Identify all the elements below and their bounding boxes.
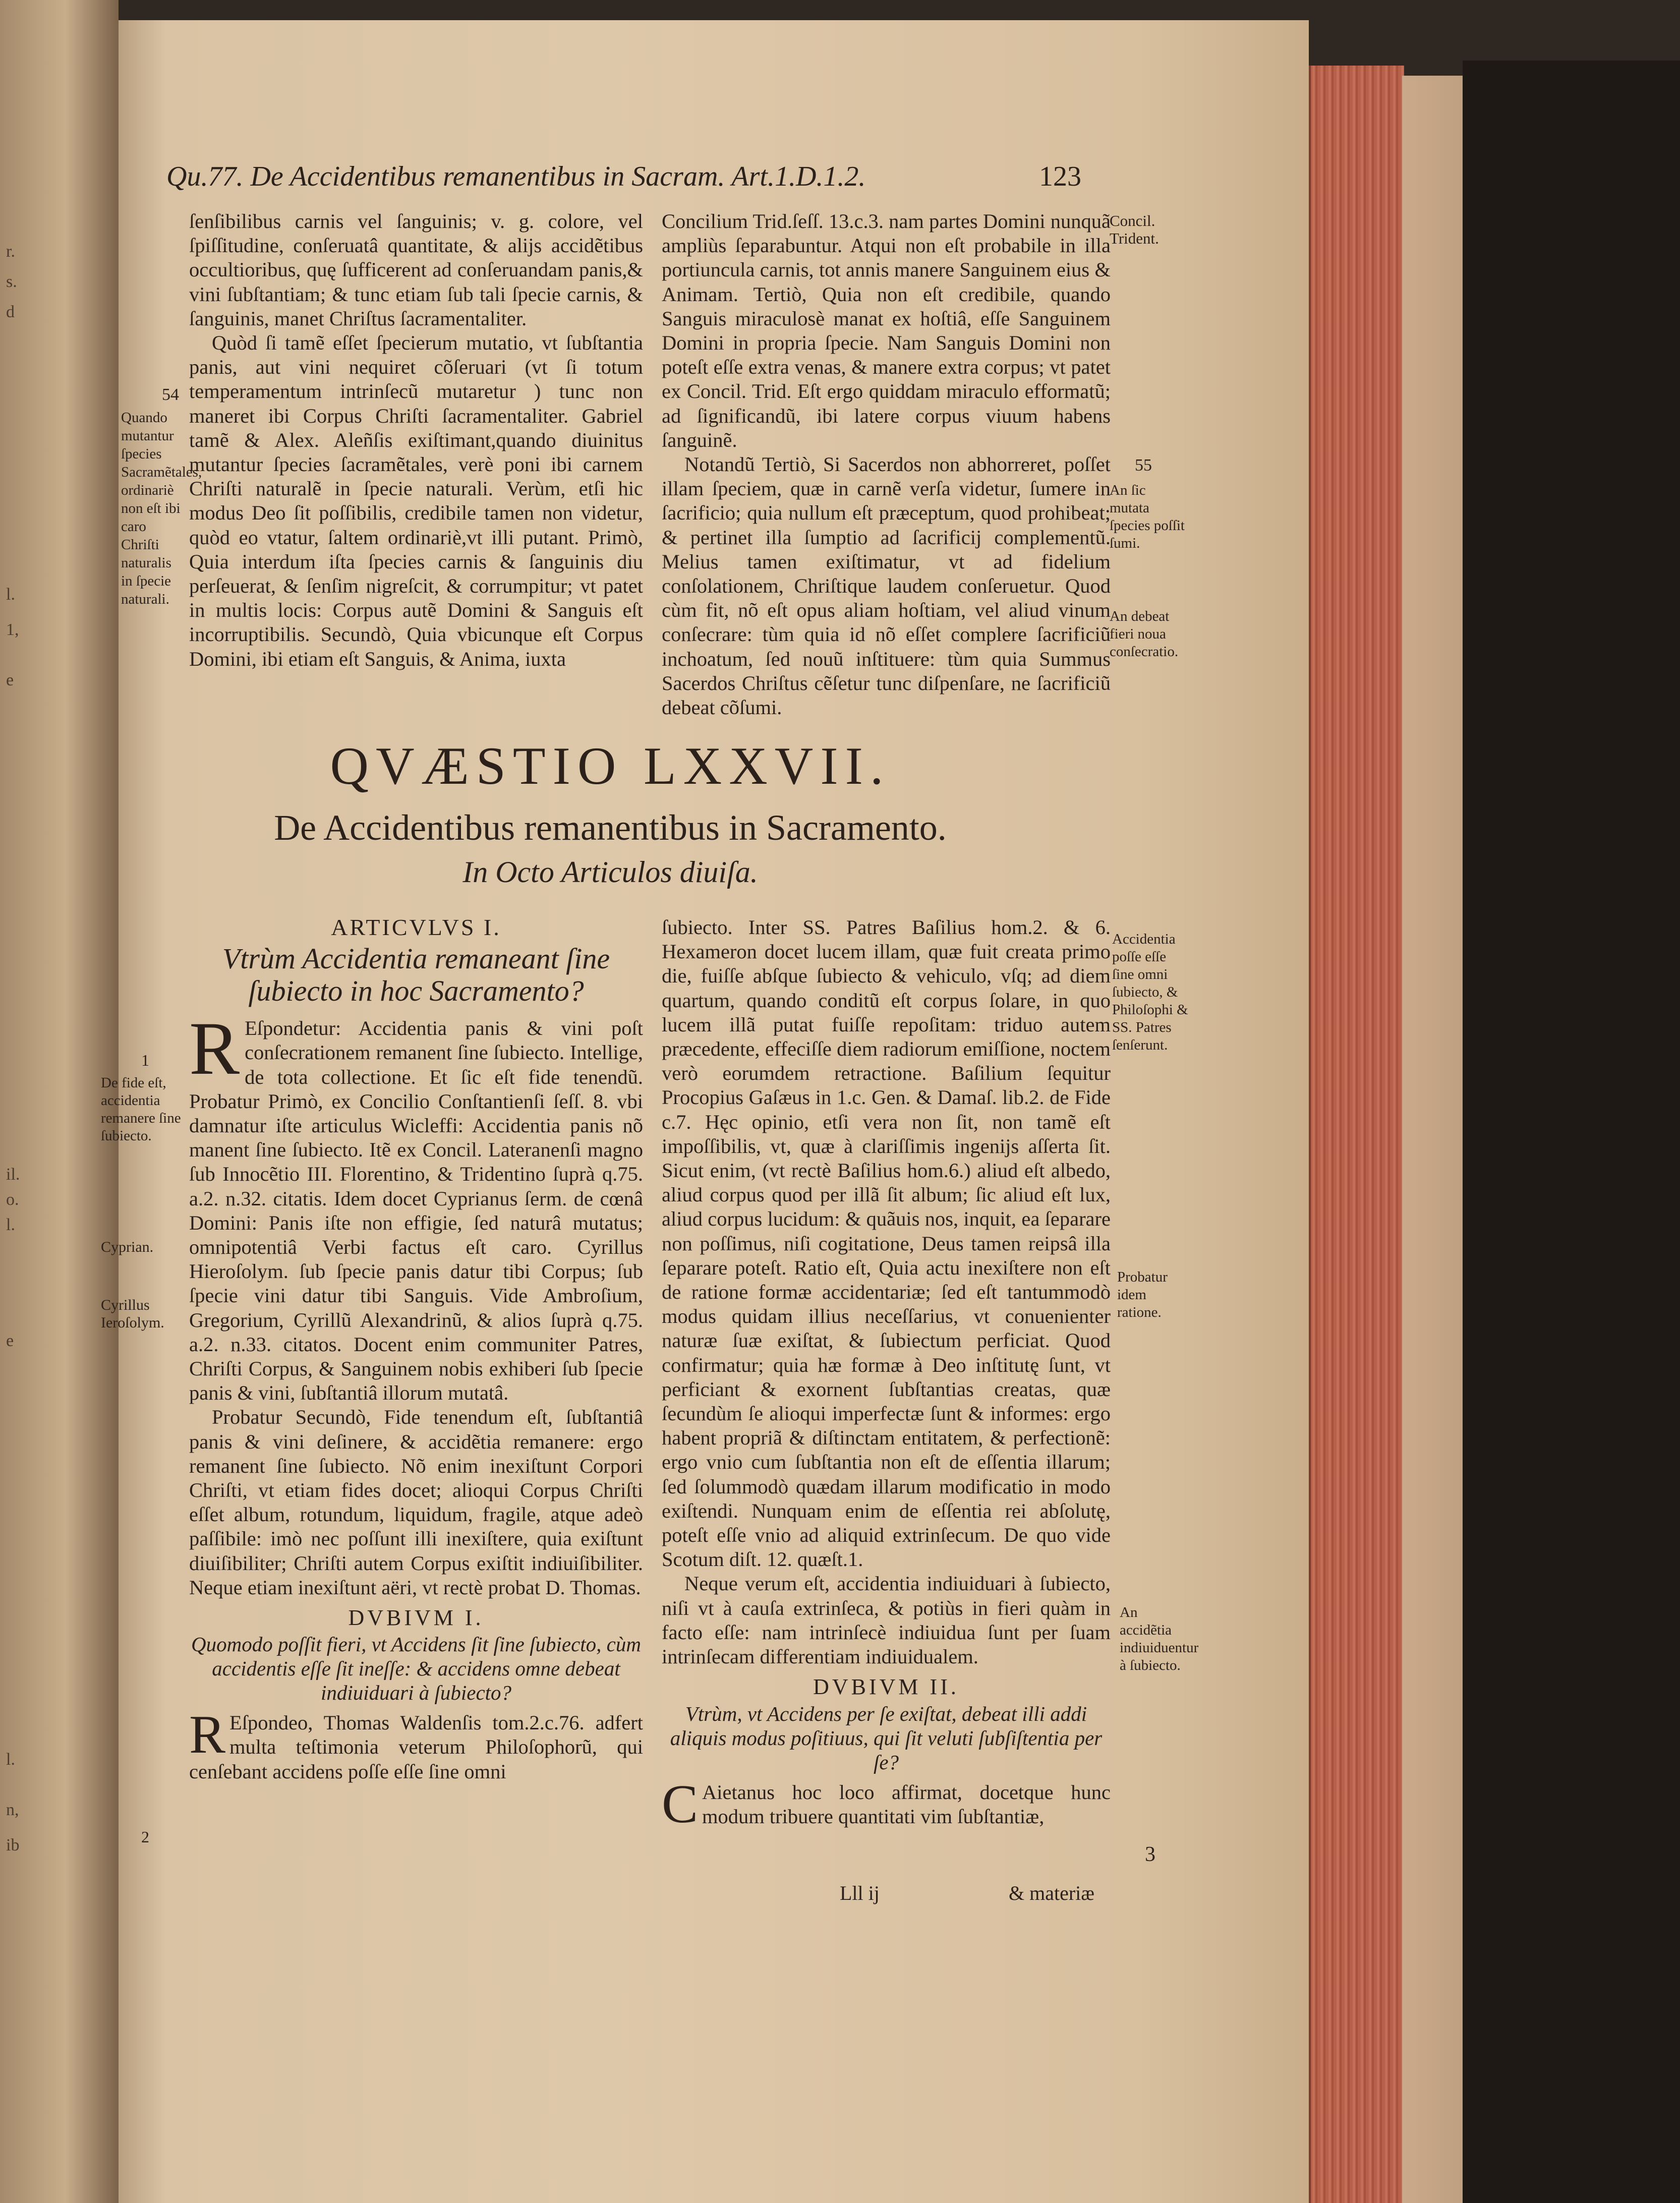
left-fragment: e (6, 1331, 14, 1350)
left-fragment: n, (6, 1801, 19, 1819)
paragraph (189, 1705, 643, 1784)
column-top-right (662, 209, 1111, 720)
margin-note-indiuiduentur: An accidẽtia indiuiduentur à ſubiecto. (1120, 1604, 1199, 1673)
drop-cap: C (662, 1774, 699, 1834)
margin-note-concil: Concil. Trident. (1110, 212, 1159, 247)
left-fragment: l. (6, 1750, 15, 1769)
margin-note-cyprian: Cyprian. (101, 1239, 154, 1255)
page-edge-red (1309, 66, 1404, 2203)
quaestio-title: QVÆSTIO LXXVII. (330, 736, 891, 795)
paragraph (662, 1774, 1111, 1834)
articulus-heading: ARTICVLVS I. (331, 914, 501, 940)
margin-note-probatur: Probatur idem ratione. (1117, 1269, 1168, 1320)
left-fragment: l. (6, 1215, 15, 1234)
paragraph: Probatur Secundò, Fide tenendum eſt, ſubſtantiâ panis & vini deſinere, & accidẽtia remanere: ergo remanent ſine ſubiecto. Nõ enim inexiſtunt Corpori Chriſti, vt etiam fides docet; alioqui Corpus Chriſti eſſet album, rotundum, liquidum, fragile, atque adeò paſſibile: imò nec poſſunt illi inexiſtere, quia exiſtunt diuiſibiliter; Chriſti autem Corpus exiſtit indiuiſibiliter. Neque etiam inexiſtunt aëri, vt rectè probat D. Thomas. (189, 1406, 643, 1599)
articulus-text: Eſpondetur: Accidentia panis & vini poſt conſecrationem remanent ſine ſubiecto. Intellige, de tota collectione. Et ſic eſt fide tenendũ. Probatur Primò, ex Concilio Conſtantienſi ſeſſ. 8. vbi damnatur iſte articulus Wicleffi: Accidentia panis nõ manent ſine ſubiecto. Itẽ ex Concil. Lateranenſi magno ſub Innocẽtio III. Florentino, & Tridentino ſuprà q.75. a.2. n.32. citatis. Idem docet Cyprianus ſerm. de cœnâ Domini: Panis iſte non effigie, ſed naturâ mutatus; omnipotentiâ Verbi factus eſt caro. Cyrillus Hieroſolym. ſub ſpecie panis datur tibi Corpus; ſub ſpecie vini datur tibi Sanguis. Vide Ambroſium, Gregorium, Cyrillũ Alexandrinũ, & alios ſuprà q.75. a.2. n.33. citatos. Docent enim communiter Patres, Chriſti Corpus, & Sanguinem nobis exhiberi ſub ſpecie panis & vini, ſubſtantiâ illorum mutatâ. (189, 1017, 643, 1405)
paragraph: Notandũ Tertiò, Si Sacerdos non abhorreret, poſſet illam ſpeciem, quæ in carnẽ verſa videtur, ſumere in ſacrificio; quia nullum eſt præceptum, quod prohibeat; & pertinet illa ſumptio ad ſacrificij complementũ. Melius tamen exiſtimatur, vt ad fidelium conſolationem, Chriſtique laudem conſeruetur. Quod cùm fit, nõ eſt opus aliam hoſtiam, vel aliud vinum conſecrare: tùm quia id nõ eſſet complere ſacrificiũ inchoatum, ſed nouũ inſtituere: tùm quia Summus Sacerdos Chriſtus cẽſetur tunc diſpenſare, ne ſacrificiũ debeat cõſumi. (662, 453, 1111, 719)
catchword: & materiæ (1009, 1882, 1094, 1904)
paragraph: Concilium Trid.ſeſſ. 13.c.3. nam partes Domini nunquã ampliùs ſeparabuntur. Atqui non eſt probabile in illa portiuncula carnis, tot annis manere Sanguinem eius & Animam. Tertiò, Quia non eſt credibile, quando Sanguis miraculosè manat ex hoſtiâ, eſſe Sanguinem Domini in propria ſpecie. Nam Sanguis Domini non poteſt eſſe extra venas, & manere extra corpus; vt patet ex Concil. Trid. Eſt ergo quiddam miraculo efformatũ; ad ſignificandũ, ibi latere corpus viuum habens ſanguinẽ. (662, 210, 1111, 451)
page-number: 123 (1039, 161, 1081, 192)
dubium-question: Quomodo poſſit fieri, vt Accidens ſit ſine ſubiecto, cùm accidentis eſſe ſit ineſſe: & accidens omne debeat indiuiduari à ſubiecto? (191, 1633, 641, 1705)
articulus-question: Vtrùm Accidentia remaneant ſine ſubiecto in hoc Sacramento? (222, 942, 610, 1008)
left-fragment: s. (6, 272, 17, 291)
margin-number-3: 3 (1145, 1843, 1155, 1866)
drop-cap: R (189, 1705, 226, 1765)
left-fragment: d (6, 303, 15, 321)
paragraph: Neque verum eſt, accidentia indiuiduari à ſubiecto, niſi vt à cauſa extrinſeca, & potiùs in fieri quàm in facto eſſe: nam intrinſecè indiuidua ſunt per ſuam intrinſecam differentiam indiuidualem. (662, 1572, 1111, 1668)
dubium-text: Aietanus hoc loco affirmat, docetque hunc modum tribuere quantitati vim ſubſtantiæ, (702, 1780, 1111, 1828)
paragraph (189, 1007, 643, 1405)
drop-cap: R (189, 1007, 240, 1091)
page-edge-back (1402, 76, 1463, 2203)
running-head (166, 160, 1084, 193)
dubium-question: Vtrùm, vt Accidens per ſe exiſtat, debeat illi addi aliquis modus poſitiuus, qui ſit veluti ſubſiſtentia per ſe? (670, 1702, 1103, 1774)
dubium-text: Eſpondeo, Thomas Waldenſis tom.2.c.76. adfert multa teſtimonia veterum Philoſophorũ, qui cenſebant accidens poſſe eſſe ſine omni (189, 1711, 643, 1783)
margin-note-accidentia: Accidentia poſſe eſſe ſine omni ſubiecto, & Philoſophi & SS. Patres ſenſerunt. (1112, 931, 1188, 1053)
margin-number-2: 2 (141, 1828, 149, 1846)
margin-number-54: 54 (162, 385, 179, 404)
margin-note-consecratio: An debeat fieri noua conſecratio. (1110, 608, 1179, 660)
column-bottom-right (662, 915, 1111, 1834)
margin-number-55: 55 (1135, 456, 1152, 475)
paragraph: Quòd ſi tamẽ eſſet ſpecierum mutatio, vt ſubſtantia panis, aut vini nequiret cõſeruari (vt ſi totum temperamentum intrinſecũ mutaretur ) tunc non maneret ibi Corpus Chriſti ſacramentaliter. Gabriel tamẽ & Alex. Aleñſis exiſtimant,quando diuinitus mutantur ſpecies ſacramẽtales, verè poni ibi carnem Chriſti naturalẽ in ſpecie naturali. Verùm, etſi hic modus Deo ſit poſſibilis, credibile tamen non videtur, quòd eo vtatur, ſaltem ordinariè,vt illi putant. Primò, Quia interdum iſta ſpecies carnis & ſanguinis diu perſeuerat, & ſenſim nigreſcit, & corrumpitur; vt patet in multis locis: Corpus autẽ Domini & Sanguis eſt incorruptibilis. Secundò, Quia vbicunque eſt Corpus Domini, ibi etiam eſt Sanguis, & Anima, iuxta (189, 331, 643, 670)
left-fragment: il. (6, 1165, 20, 1184)
dubium-heading: DVBIVM I. (348, 1605, 484, 1631)
margin-note-cyrillus: Cyrillus Ieroſolym. (101, 1297, 164, 1331)
running-title: Qu.77. De Accidentibus remanentibus in Sacram. Art.1.D.1.2. (166, 161, 866, 192)
margin-note-55: An ſic mutata ſpecies poſſit ſumi. (1110, 482, 1185, 551)
column-top-left (189, 209, 643, 671)
book-cover-shadow (1463, 61, 1680, 2203)
paragraph: ſenſibilibus carnis vel ſanguinis; v. g. colore, vel ſpiſſitudine, conſeruatâ quantitate, & alijs accidẽtibus occultioribus, quę ſufficerent ad conſeruandam panis,& vini ſubſtantiam; & tunc etiam ſub tali ſpecie carnis, & ſanguinis, manet Chriſtus ſacramentaliter. (189, 210, 643, 330)
quaestio-subtitle: De Accidentibus remanentibus in Sacramento. (274, 807, 947, 848)
left-fragment: e (6, 671, 14, 689)
signature-mark: Lll ij (840, 1882, 880, 1904)
margin-note-54: Quando mutantur ſpecies Sacramẽtales, ordinariè non eſt ibi caro Chriſti naturalis in ſpecie naturali. (121, 410, 202, 607)
dubium-heading: DVBIVM II. (813, 1674, 959, 1700)
margin-number-1: 1 (141, 1051, 149, 1069)
paragraph: ſubiecto. Inter SS. Patres Baſilius hom.2. & 6. Hexameron docet lucem illam, quæ fuit creata primo die, fuiſſe abſque ſubiecto & vehiculo, vſq; ad diem quartum, quando conditũ eſt corpus ſolare, in quo lucem illã putat fuiſſe repoſitam: triduo autem præcedente, effeciſſe diem radiorum emiſſione, noctem verò eorumdem retractione. Baſilium ſequitur Procopius Gaſæus in 1.c. Gen. & Damaſ. lib.2. de Fide c.7. Hęc opinio, etſi vera non ſit, non tamẽ eſt impoſſibilis, vt, quæ à clariſſimis ingenijs aſſerta ſit. Sicut enim, (vt rectè Baſilius hom.6.) aliud eſt albedo, aliud corpus quod per illã ſit album; ſic aliud eſt lux, aliud corpus lucidum: & quãuis nos, inquit, ea ſeparare non poſſimus, niſi cogitatione, Deus tamen reipsâ illa ſeparare poteſt. Ratio eſt, Quia actu inexiſtere non eſt de ratione formæ accidentariæ; ſed eſt tantummodò modus quidam illius neceſſarius, vt conuenienter naturæ ſuæ exiſtat, & ſubiectum perficiat. Quod confirmatur; quia hæ formæ à Deo inſtitutę ſunt, vt perficiant & exornent ſubſtantias creatas, quæ ſecundùm ſe alioqui imperfectæ ſunt & informes: ergo habent propriã & diſtinctam entitatem, & perfectionẽ: ergo vnio cum ſubſtantia non eſt de eſſentia illarum; ſed ſolummodò quædam illarum modificatio in modo exiſtendi. Nunquam enim de eſſentia rei abſolutę, poteſt eſſe vnio ad aliquid extrinſecum. De quo vide Scotum diſt. 12. quæſt.1. (662, 916, 1111, 1571)
left-fragment: l. (6, 585, 15, 604)
left-fragment: ib (6, 1836, 20, 1854)
column-bottom-left (189, 915, 643, 1784)
division-line: In Octo Articulos diuiſa. (462, 855, 758, 889)
left-fragment: o. (6, 1190, 19, 1209)
left-fragment: 1, (6, 620, 19, 639)
left-fragment: r. (6, 242, 15, 261)
margin-note-1: De fide eſt, accidentia remanere ſine ſubiecto. (101, 1075, 181, 1144)
